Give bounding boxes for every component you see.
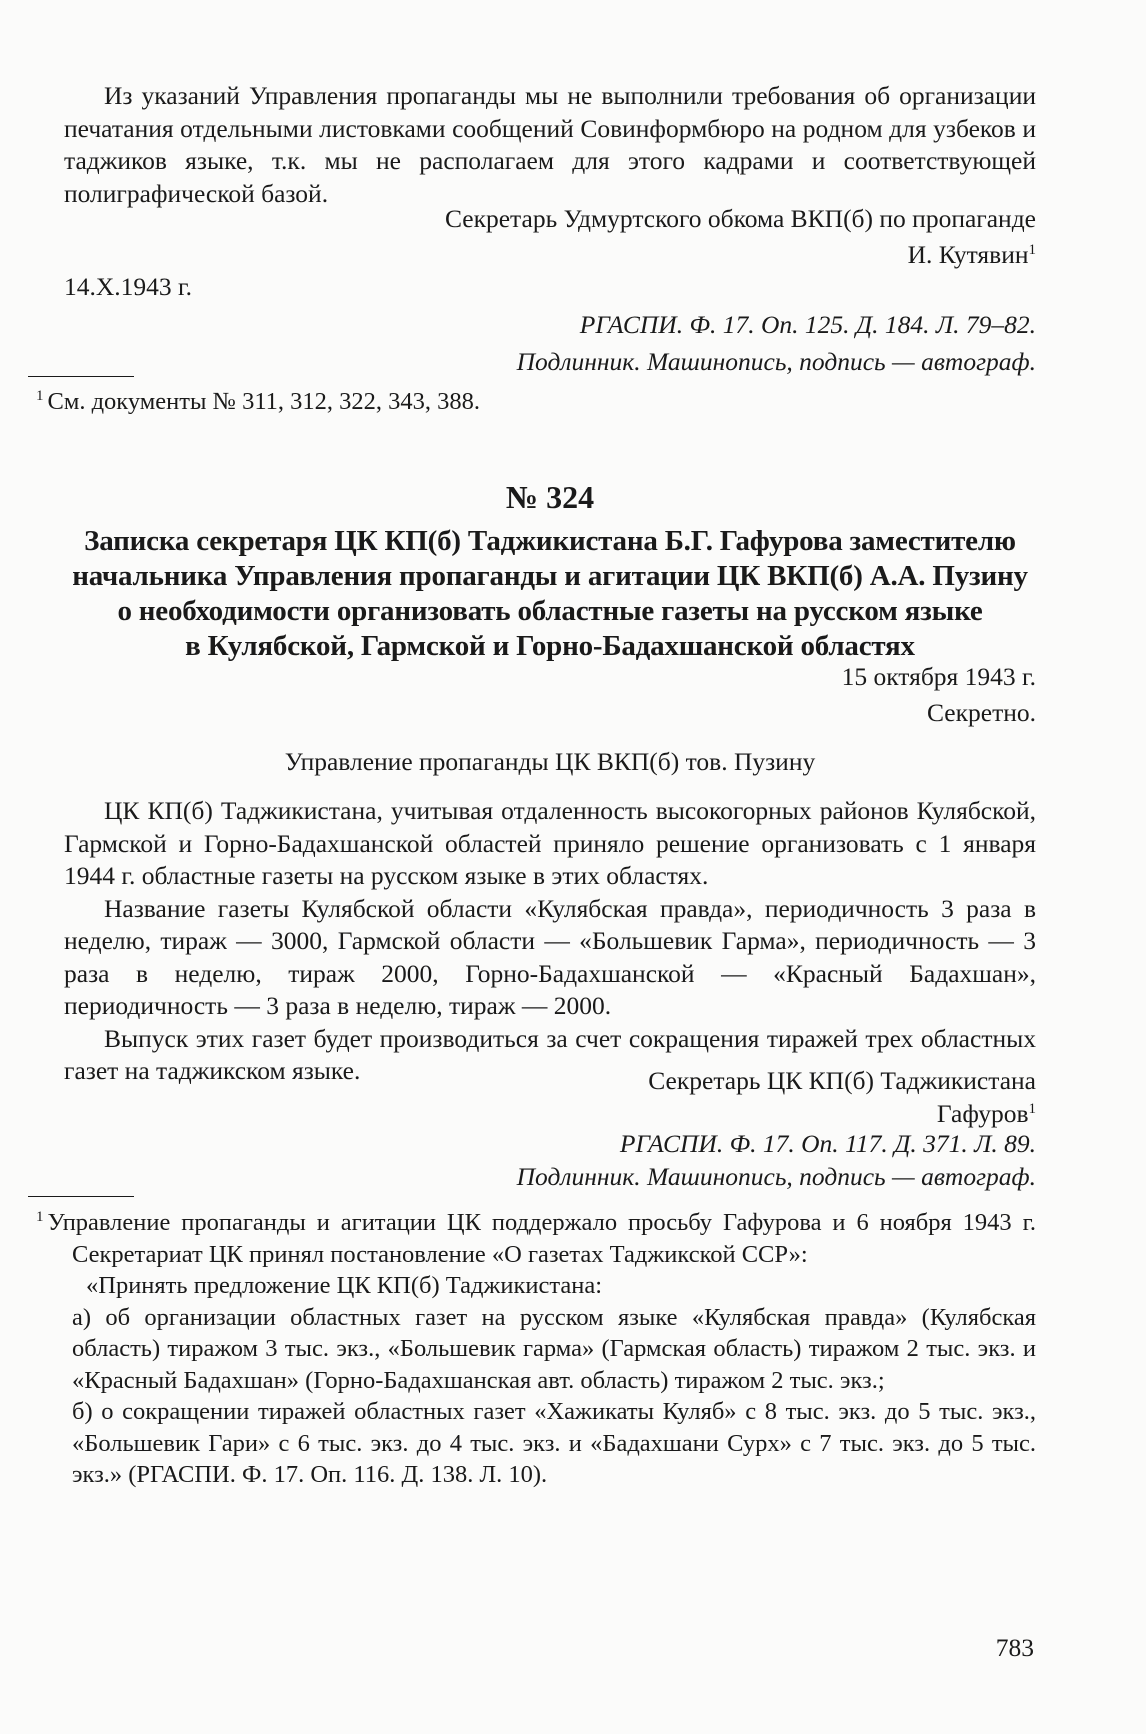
intro-original-note: Подлинник. Машинопись, подпись — автограф. (516, 346, 1036, 376)
document-title-line: Записка секретаря ЦК КП(б) Таджикистана Б.Г. Гафурова заместителю (84, 525, 1016, 557)
document-archive-ref: РГАСПИ. Ф. 17. Оп. 117. Д. 371. Л. 89. (619, 1129, 1036, 1158)
document-body (64, 795, 1036, 1088)
intro-section (64, 80, 1036, 210)
document-title-line: начальника Управления пропаганды и агитации ЦК ВКП(б) А.А. Пузину (72, 560, 1028, 592)
intro-signature (64, 203, 1036, 271)
document-addressee: Управление пропаганды ЦК ВКП(б) тов. Пузину (284, 747, 816, 776)
footnote-divider (28, 376, 134, 377)
footnote-2-item-b: б) о сокращении тиражей областных газет «Хажикаты Куляб» с 8 тыс. экз. до 5 тыс. экз., «Большевик Гари» с 6 тыс. экз. до 4 тыс. экз. и «Бадахшани Сурх» с 7 тыс. экз. до 5 тыс. экз.» (РГАСПИ. Ф. 17. Оп. 116. Д. 138. Л. 10). (72, 1398, 1036, 1488)
document-signatory-title: Секретарь ЦК КП(б) Таджикистана (648, 1066, 1036, 1095)
intro-archive-ref: РГАСПИ. Ф. 17. Оп. 125. Д. 184. Л. 79–82. (579, 310, 1036, 339)
intro-footnote-ref: 1 (1028, 241, 1036, 258)
document-title-line: в Кулябской, Гармской и Горно-Бадахшанской областях (185, 630, 915, 662)
intro-paragraph: Из указаний Управления пропаганды мы не выполнили требования об организации печатания отдельными листовками сообщений Совинформбюро на родном для узбеков и таджиков языке, т.к. мы не располагаем для этого кадрами и соответствующей полиграфической базой. (64, 81, 1036, 208)
document-header (30, 478, 1070, 664)
footnote-2-item-a: а) об организации областных газет на русском языке «Кулябская правда» (Кулябская область) тиражом 3 тыс. экз., «Большевик гарма» (Гармская область) тиражом 2 тыс. экз. и «Красный Бадахшан» (Горно-Бадахшанская авт. область) тиражом 2 тыс. экз.; (72, 1303, 1036, 1394)
document-archive-block (64, 1128, 1036, 1193)
document-paragraph: Название газеты Кулябской области «Кулябская правда», периодичность 3 раза в неделю, тираж — 3000, Гармской области — «Большевик Гарма», периодичность — 3 раза в неделю, тираж 2000, Горно-Бадахшанской — «Красный Бадахшан», периодичность — 3 раза в неделю, тираж — 2000. (64, 893, 1036, 1020)
page-number: 783 (995, 1633, 1034, 1662)
document-footnote-ref: 1 (1028, 1100, 1036, 1117)
document-paragraph: ЦК КП(б) Таджикистана, учитывая отдаленность высокогорных районов Кулябской, Гармской и Горно-Бадахшанской областей приняло решение организовать с 1 января 1944 г. областные газеты на русском языке в этих областях. (64, 796, 1036, 890)
footnote-2-line1: Управление пропаганды и агитации ЦК поддержало просьбу Гафурова и 6 ноября 1943 г. Секретариат ЦК принял постановление «О газетах Таджикской ССР»: (47, 1209, 1036, 1268)
intro-signatory-title: Секретарь Удмуртского обкома ВКП(б) по пропаганде (444, 204, 1036, 233)
document-paragraph: Выпуск этих газет будет производиться за счет сокращения тиражей трех областных газет на таджикском языке. (64, 1023, 1036, 1085)
footnote-1-text: См. документы № 311, 312, 322, 343, 388. (47, 388, 481, 415)
footnote-2 (36, 1207, 1036, 1491)
footnote-1-mark: 1 (36, 388, 44, 404)
footnote-2-mark: 1 (36, 1209, 44, 1225)
footnote-2-line2: «Принять предложение ЦК КП(б) Таджикистана: (86, 1272, 603, 1299)
document-classification: Секретно. (926, 697, 1036, 727)
document-date: 15 октября 1943 г. (841, 662, 1036, 691)
document-addressee-block (64, 746, 1036, 779)
document-meta (64, 661, 1036, 729)
document-original-note: Подлинник. Машинопись, подпись — автограф. (516, 1161, 1036, 1191)
intro-archive-block (64, 309, 1036, 378)
document-signature (64, 1065, 1036, 1130)
document-number: № 324 (505, 479, 595, 515)
document-title-line: о необходимости организовать областные газеты на русском языке (117, 595, 983, 627)
footnote-divider (28, 1196, 134, 1197)
intro-date: 14.X.1943 г. (64, 272, 192, 301)
intro-signatory-name: И. Кутявин (907, 239, 1029, 269)
intro-date-block (64, 271, 1036, 304)
footnote-1 (36, 386, 1036, 418)
document-signatory-name: Гафуров (936, 1098, 1029, 1128)
